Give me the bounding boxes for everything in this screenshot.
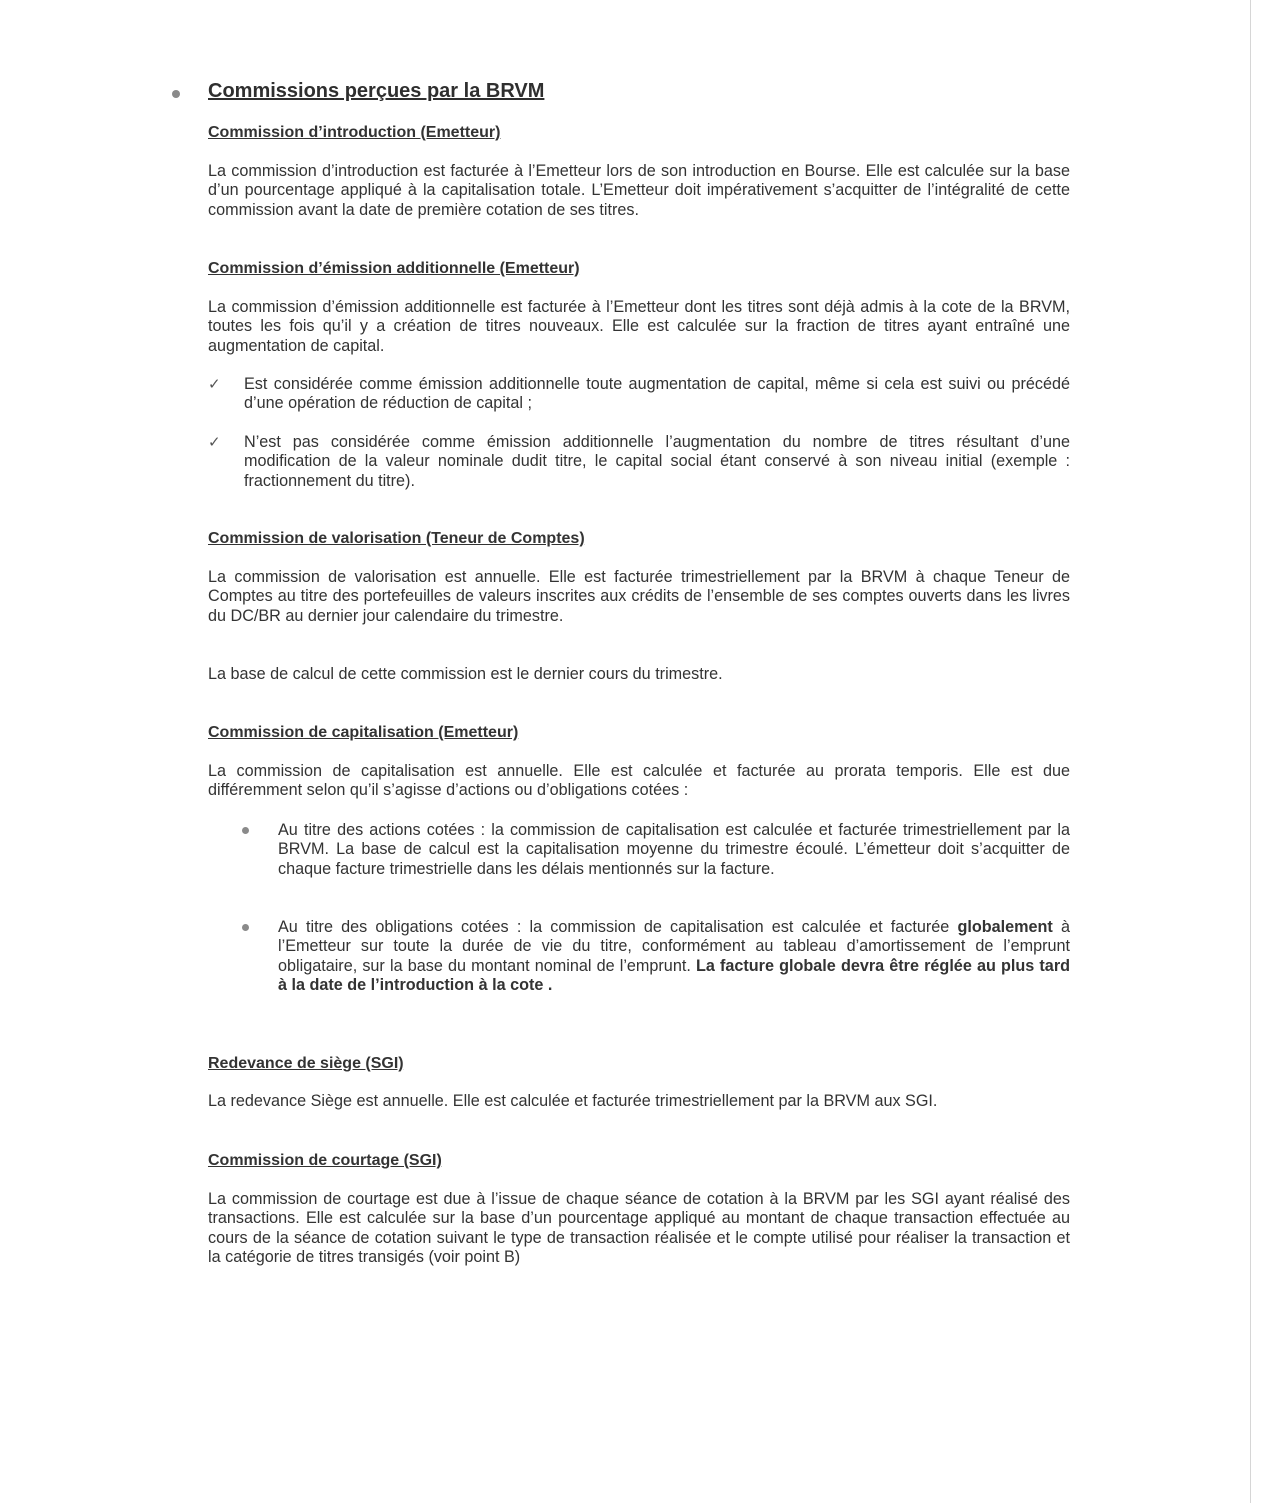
section-paragraph: La redevance Siège est annuelle. Elle est calculée et facturée trimestriellement par la BRVM aux SGI. <box>208 1092 938 1110</box>
checkmark-icon: ✓ <box>208 434 221 451</box>
check-item-text: N’est pas considérée comme émission additionnelle l’augmentation du nombre de titres résultant d’une modification de la valeur nominale dudit titre, le capital social étant conservé à son niveau initial (exemple : fractionnement du titre). <box>244 433 1070 490</box>
bullet-icon <box>172 90 180 98</box>
check-item-text: Est considérée comme émission additionnelle toute augmentation de capital, même si cela est suivi ou précédé d’une opération de réduction de capital ; <box>244 375 1070 413</box>
section-paragraph: La commission de courtage est due à l’issue de chaque séance de cotation à la BRVM par les SGI ayant réalisé des transactions. Elle est calculée sur la base d’un pourcentage appliqué au montant de chaque transaction effectuée au cours de la séance de cotation suivant le type de transaction réalisée et le compte utilisé pour réaliser la transaction et la catégorie de titres transigés (voir point B) <box>208 1190 1070 1267</box>
section-paragraph: La commission de valorisation est annuelle. Elle est facturée trimestriellement par la BRVM à chaque Teneur de Comptes au titre des portefeuilles de valeurs inscrites aux crédits de l’ensemble de ses comptes ouverts dans les livres du DC/BR au dernier jour calendaire du trimestre. <box>208 568 1070 625</box>
bullet-bold-part: La facture globale devra être réglée au plus tard à la date de l’introduction à la cote . <box>278 956 1071 995</box>
bullet-text-part: à l’Emetteur sur toute la durée de vie du titre, conformément au tableau d’amortissement de l’emprunt obligataire, sur la base du montant nominal de l’emprunt. <box>278 918 1070 975</box>
section-heading-valorisation: Commission de valorisation (Teneur de Comptes) <box>208 530 585 547</box>
section-paragraph: La commission d’émission additionnelle est facturée à l’Emetteur dont les titres sont déjà admis à la cote de la BRVM, toutes les fois qu’il y a création de titres nouveaux. Elle est calculée sur la fraction de titres ayant entraîné une augmentation de capital. <box>208 298 1070 355</box>
bullet-item-text: Au titre des actions cotées : la commission de capitalisation est calculée et facturée trimestriellement par la BRVM. La base de calcul est la capitalisation moyenne du trimestre écoulé. L’émetteur doit s’acquitter de chaque facture trimestrielle dans les délais mentionnés sur la facture. <box>278 821 1070 878</box>
section-heading-introduction: Commission d’introduction (Emetteur) <box>208 124 501 141</box>
section-heading-capitalisation: Commission de capitalisation (Emetteur) <box>208 724 519 741</box>
main-title: Commissions perçues par la BRVM <box>208 80 545 102</box>
section-paragraph: La commission de capitalisation est annuelle. Elle est calculée et facturée au prorata temporis. Elle est due différemment selon qu’il s’agisse d’actions ou d’obligations cotées : <box>208 762 1070 800</box>
section-paragraph: La base de calcul de cette commission est le dernier cours du trimestre. <box>208 665 723 683</box>
checkmark-icon: ✓ <box>208 376 221 393</box>
bullet-text-part: Au titre des obligations cotées : la commission de capitalisation est calculée et facturée <box>278 918 958 936</box>
section-heading-courtage: Commission de courtage (SGI) <box>208 1152 442 1169</box>
section-heading-redevance: Redevance de siège (SGI) <box>208 1055 404 1072</box>
bullet-icon <box>242 924 249 931</box>
section-heading-emission: Commission d’émission additionnelle (Emetteur) <box>208 260 580 277</box>
section-paragraph: La commission d’introduction est facturée à l’Emetteur lors de son introduction en Bourse. Elle est calculée sur la base d’un pourcentage appliqué à la capitalisation totale. L’Emetteur doit impérativement s’acquitter de l’intégralité de cette commission avant la date de première cotation de ses titres. <box>208 162 1070 219</box>
scan-edge-line <box>1250 0 1251 1503</box>
bullet-icon <box>242 827 249 834</box>
bullet-item-text <box>278 918 1070 996</box>
bullet-bold-part: globalement <box>957 918 1053 936</box>
